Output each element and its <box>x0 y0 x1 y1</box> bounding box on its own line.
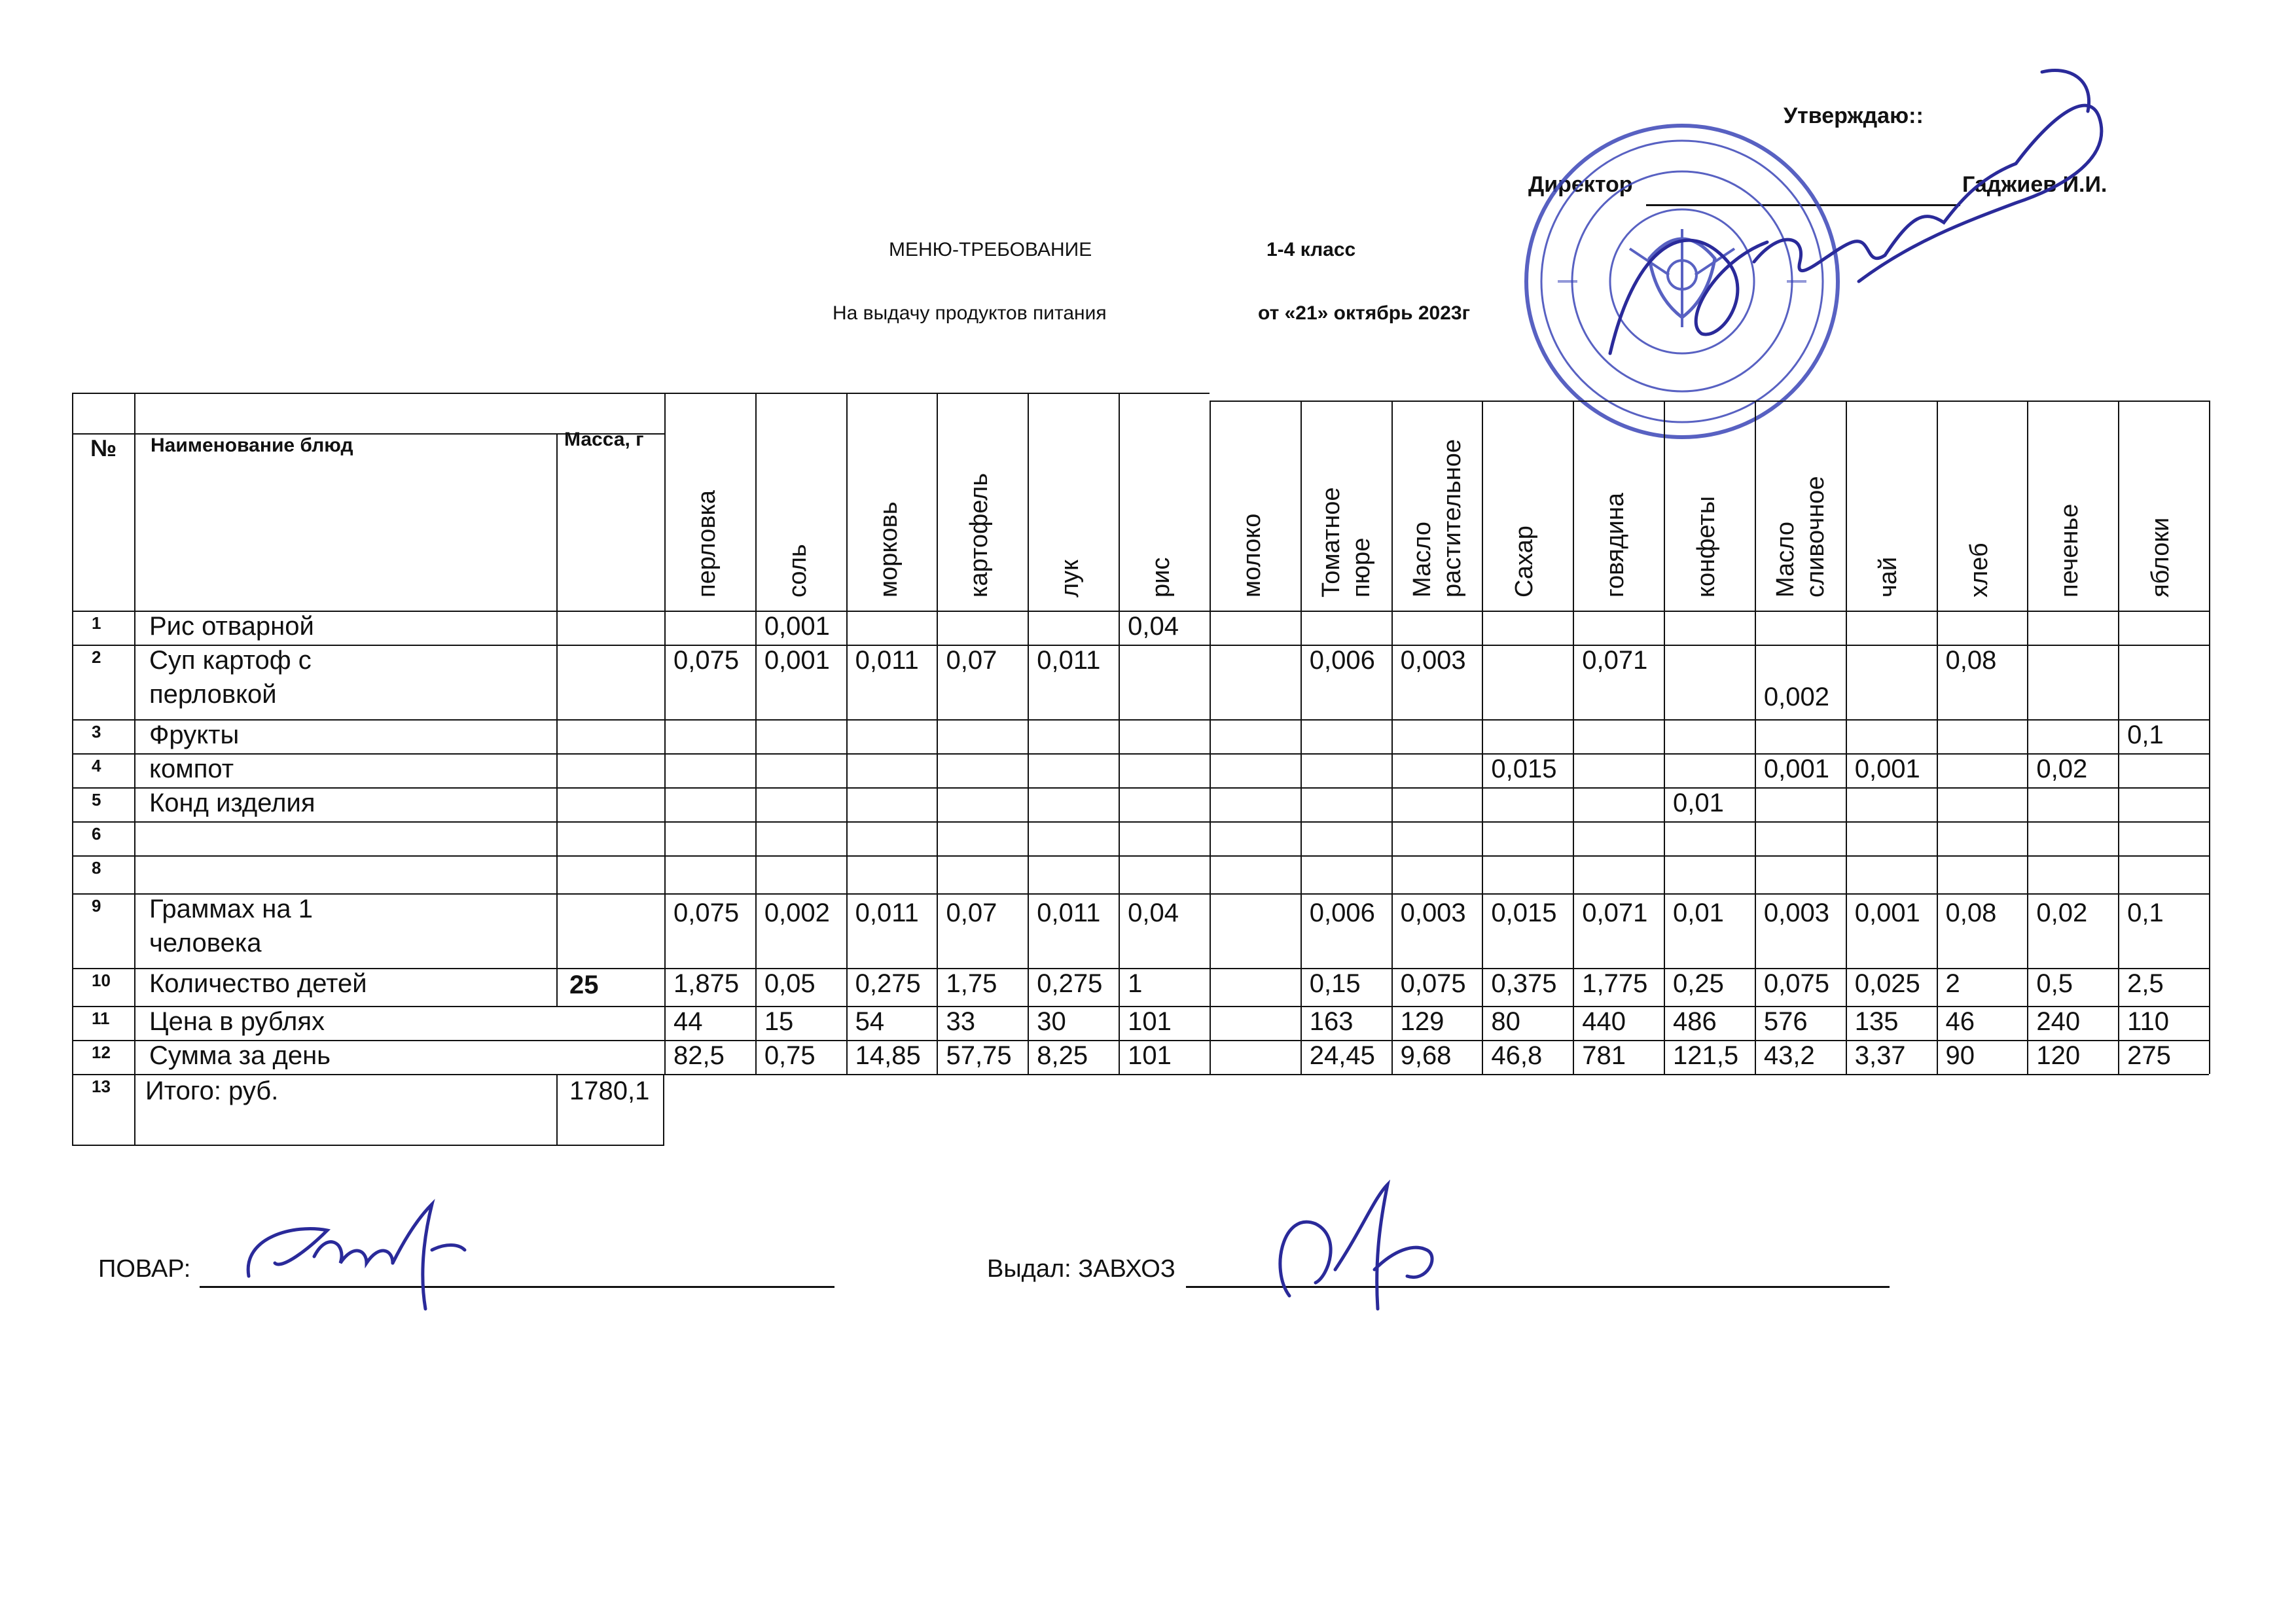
row-value-cell <box>2027 855 2118 893</box>
row-value: 0,25 <box>1673 969 1724 998</box>
header-product-label: Масло <box>1408 522 1436 597</box>
row-value-cell <box>664 611 755 645</box>
row-value-cell <box>1755 855 1846 893</box>
row-value: 0,07 <box>946 646 997 675</box>
row-value-cell <box>1300 611 1391 645</box>
row-value: 0,04 <box>1128 899 1179 927</box>
row-no-cell <box>72 719 134 753</box>
row-value: 46 <box>1945 1007 1975 1036</box>
row-no-cell <box>72 821 134 855</box>
row-number: 3 <box>92 722 101 741</box>
row-value: 0,011 <box>855 646 919 675</box>
row-value-cell <box>2027 821 2118 855</box>
row-value: 0,001 <box>764 612 830 641</box>
row-value-cell <box>1664 753 1755 787</box>
date-label: от «21» октябрь 2023г <box>1258 302 1471 324</box>
row-value-cell <box>1300 787 1391 821</box>
header-dish-cell <box>134 433 556 611</box>
header-product-label: картофель <box>965 473 994 597</box>
header-product-label: сливочное <box>1801 476 1829 597</box>
row-value-cell <box>1755 611 1846 645</box>
row-value-cell <box>1028 753 1119 787</box>
menu-table <box>72 393 2211 1178</box>
row-value-cell <box>1755 787 1846 821</box>
row-name-cell <box>134 821 556 855</box>
row-value-cell <box>2118 753 2209 787</box>
row-value: 0,01 <box>1673 899 1724 927</box>
row-value: 14,85 <box>855 1041 921 1070</box>
row-number: 5 <box>92 790 101 810</box>
header-product-label: говядина <box>1602 492 1630 597</box>
row-value-cell <box>1210 753 1300 787</box>
row-value: 44 <box>673 1007 703 1036</box>
row-value: 0,015 <box>1491 899 1557 927</box>
row-value: 0,006 <box>1309 646 1375 675</box>
header-product-label: морковь <box>874 501 903 597</box>
header-product-label: чай <box>1874 556 1902 597</box>
row-number: 11 <box>92 1008 110 1028</box>
row-value: 82,5 <box>673 1041 725 1070</box>
total-value: 1780,1 <box>569 1077 650 1105</box>
row-value: 1,875 <box>673 969 740 998</box>
row-value: 0,075 <box>1400 969 1466 998</box>
row-value: 240 <box>2036 1007 2081 1036</box>
row-value-cell <box>1300 855 1391 893</box>
row-value-cell <box>1482 645 1573 719</box>
row-value-cell <box>1391 855 1482 893</box>
row-value: 576 <box>1763 1007 1808 1036</box>
row-value: 80 <box>1491 1007 1520 1036</box>
row-dish-name: Количество детей <box>149 969 367 998</box>
header-product-label: перловка <box>693 490 721 597</box>
row-value-cell <box>1664 855 1755 893</box>
row-value: 8,25 <box>1037 1041 1088 1070</box>
row-value: 0,001 <box>764 646 830 675</box>
row-value: 2 <box>1945 969 1960 998</box>
row-value-cell <box>846 821 937 855</box>
row-value-cell <box>1482 719 1573 753</box>
row-dish-name: Суп картоф с <box>149 646 312 675</box>
row-value-cell <box>664 753 755 787</box>
row-value: 15 <box>764 1007 794 1036</box>
row-value: 0,275 <box>855 969 921 998</box>
row-value-cell <box>937 611 1028 645</box>
row-value: 1,775 <box>1582 969 1648 998</box>
row-value: 0,071 <box>1582 899 1648 927</box>
row-value-cell <box>1846 645 1937 719</box>
row-value-cell <box>1391 719 1482 753</box>
row-value-cell <box>2027 787 2118 821</box>
row-number: 6 <box>92 824 101 844</box>
row-value-cell <box>846 787 937 821</box>
row-value: 0,04 <box>1128 612 1179 641</box>
cook-label: ПОВАР: <box>98 1255 191 1283</box>
row-value-cell <box>1391 821 1482 855</box>
row-value-cell <box>1664 821 1755 855</box>
row-value: 101 <box>1128 1007 1172 1036</box>
row-dish-name: Рис отварной <box>149 612 314 641</box>
row-value-cell <box>1482 787 1573 821</box>
row-dish-name: Цена в рублях <box>149 1007 325 1036</box>
menu-title: МЕНЮ-ТРЕБОВАНИЕ <box>889 239 1092 260</box>
row-number: 8 <box>92 858 101 878</box>
row-value-cell <box>2118 645 2209 719</box>
row-value-cell <box>937 753 1028 787</box>
row-value: 0,1 <box>2127 721 2164 749</box>
row-number: 10 <box>92 971 111 990</box>
row-value-cell <box>1119 787 1210 821</box>
row-value-cell <box>1482 821 1573 855</box>
row-value: 0,08 <box>1945 646 1997 675</box>
row-value-cell <box>1937 855 2028 893</box>
row-value: 0,275 <box>1037 969 1103 998</box>
row-value: 0,071 <box>1582 646 1648 675</box>
row-value-cell <box>1028 855 1119 893</box>
row-value-cell <box>1573 787 1664 821</box>
row-value-cell <box>1664 645 1755 719</box>
row-value-cell <box>1300 719 1391 753</box>
row-value: 54 <box>855 1007 885 1036</box>
row-value-cell <box>2118 787 2209 821</box>
row-value: 57,75 <box>946 1041 1012 1070</box>
row-dish-name: компот <box>149 755 234 783</box>
row-value: 0,001 <box>1854 755 1920 783</box>
row-value-cell <box>846 855 937 893</box>
director-label: Директор <box>1528 172 1633 197</box>
row-value-cell <box>1937 611 2028 645</box>
row-value-cell <box>1573 753 1664 787</box>
row-value-cell <box>1755 821 1846 855</box>
row-value-cell <box>1482 611 1573 645</box>
row-value-cell <box>1028 611 1119 645</box>
row-value-cell <box>1391 753 1482 787</box>
row-no-cell <box>72 753 134 787</box>
row-mass-cell <box>556 893 664 968</box>
row-value-cell <box>1210 719 1300 753</box>
row-value-cell <box>1573 855 1664 893</box>
row-value-cell <box>664 855 755 893</box>
row-number: 2 <box>92 647 101 667</box>
row-value: 275 <box>2127 1041 2171 1070</box>
row-value-cell <box>1573 821 1664 855</box>
row-value-cell <box>937 787 1028 821</box>
row-value: 0,02 <box>2036 755 2088 783</box>
row-value-cell <box>1937 787 2028 821</box>
row-value-cell <box>664 787 755 821</box>
header-mass-label: Масса, г <box>564 429 644 450</box>
row-number: 4 <box>92 756 101 776</box>
header-dish-label: Наименование блюд <box>151 435 353 456</box>
row-value-cell <box>1846 787 1937 821</box>
row-mass-cell <box>556 719 664 753</box>
row-value: 0,07 <box>946 899 997 927</box>
row-value: 0,075 <box>1763 969 1829 998</box>
row-value: 135 <box>1854 1007 1899 1036</box>
header-product-label: растительное <box>1438 439 1466 597</box>
row-value-cell <box>1119 645 1210 719</box>
row-dish-name: Конд изделия <box>149 789 315 817</box>
row-mass-cell <box>556 787 664 821</box>
row-value-cell <box>1300 753 1391 787</box>
issued-label: Выдал: ЗАВХОЗ <box>987 1255 1175 1283</box>
row-value-cell <box>1937 821 2028 855</box>
header-product-label: пюре <box>1347 537 1375 597</box>
row-value: 110 <box>2127 1007 2169 1036</box>
row-value: 1,75 <box>946 969 997 998</box>
row-value-cell <box>755 719 846 753</box>
row-value-cell <box>755 753 846 787</box>
header-no-label: № <box>90 435 117 461</box>
header-blank-no <box>72 393 134 433</box>
row-no-cell <box>72 893 134 968</box>
director-name: Гаджиев И.И. <box>1962 172 2108 197</box>
row-value: 0,01 <box>1673 789 1724 817</box>
row-dish-name: Граммах на 1 <box>149 895 313 923</box>
header-product-label: Сахар <box>1511 526 1539 597</box>
row-value-cell <box>2027 719 2118 753</box>
row-value: 24,45 <box>1309 1041 1375 1070</box>
row-value-cell <box>846 611 937 645</box>
row-value: 0,015 <box>1491 755 1557 783</box>
row-value-cell <box>1210 968 1300 1006</box>
row-mass-cell <box>556 645 664 719</box>
row-value: 46,8 <box>1491 1041 1543 1070</box>
row-value-cell <box>1846 855 1937 893</box>
row-value-cell <box>846 719 937 753</box>
row-value-cell <box>755 855 846 893</box>
row-value: 30 <box>1037 1007 1066 1036</box>
row-dish-name: человека <box>149 929 262 957</box>
row-value-cell <box>1846 611 1937 645</box>
row-value-cell <box>1210 787 1300 821</box>
row-value-cell <box>1210 645 1300 719</box>
header-product-label: молоко <box>1238 513 1266 597</box>
row-value-cell <box>1119 855 1210 893</box>
row-no-cell <box>72 645 134 719</box>
row-value: 43,2 <box>1763 1041 1815 1070</box>
table-bottom-border <box>72 1145 664 1146</box>
row-value: 0,001 <box>1854 899 1920 927</box>
row-value: 9,68 <box>1400 1041 1452 1070</box>
table-right-border <box>2209 401 2210 1074</box>
row-no-cell <box>72 611 134 645</box>
header-product-label: рис <box>1147 557 1175 597</box>
row-value-cell <box>846 753 937 787</box>
row-value-cell <box>2118 611 2209 645</box>
row-mass-cell <box>556 855 664 893</box>
row-value-cell <box>1210 611 1300 645</box>
row-mass-cell <box>556 753 664 787</box>
row-mass-cell <box>556 611 664 645</box>
header-product-label: соль <box>783 544 812 597</box>
total-number: 13 <box>92 1077 111 1096</box>
row-value: 0,011 <box>855 899 919 927</box>
row-value-cell <box>1391 611 1482 645</box>
row-dish-name: Сумма за день <box>149 1041 331 1070</box>
row-value-cell <box>1210 893 1300 968</box>
row-value-cell <box>1664 611 1755 645</box>
storekeeper-signature-line <box>1186 1286 1890 1288</box>
header-product-label: хлеб <box>1965 543 1993 597</box>
row-value: 90 <box>1945 1041 1975 1070</box>
row-value: 120 <box>2036 1041 2081 1070</box>
row-no-cell <box>72 855 134 893</box>
row-value: 0,002 <box>764 899 830 927</box>
row-dish-name: Фрукты <box>149 721 240 749</box>
row-value: 121,5 <box>1673 1041 1739 1070</box>
storekeeper-signature-icon <box>1263 1171 1460 1322</box>
header-product-label: яблоки <box>2147 517 2175 597</box>
row-value: 0,003 <box>1763 899 1829 927</box>
subtitle: На выдачу продуктов питания <box>833 302 1107 324</box>
cook-signature-line <box>200 1286 834 1288</box>
row-value: 0,1 <box>2127 899 2164 927</box>
row-value-cell <box>1573 719 1664 753</box>
row-value-cell <box>2118 855 2209 893</box>
row-no-cell <box>72 787 134 821</box>
row-value: 0,02 <box>2036 899 2088 927</box>
row-value-cell <box>1028 719 1119 753</box>
row-value-cell <box>1664 719 1755 753</box>
row-value: 0,05 <box>764 969 816 998</box>
row-value: 0,5 <box>2036 969 2073 998</box>
row-value-cell <box>1482 855 1573 893</box>
row-value: 101 <box>1128 1041 1172 1070</box>
header-product-label: Масло <box>1771 522 1799 597</box>
row-value: 0,006 <box>1309 899 1375 927</box>
row-value-cell <box>937 719 1028 753</box>
row-value: 0,003 <box>1400 646 1466 675</box>
row-value-cell <box>1028 821 1119 855</box>
header-product-label: конфеты <box>1693 495 1721 597</box>
row-value-cell <box>937 855 1028 893</box>
row-value-cell <box>1846 719 1937 753</box>
total-label: Итого: руб. <box>145 1077 279 1105</box>
row-value-cell <box>1755 719 1846 753</box>
approve-label: Утверждаю:: <box>1784 103 1924 128</box>
row-value-cell <box>1210 821 1300 855</box>
header-product-label: печенье <box>2056 503 2084 597</box>
row-number: 12 <box>92 1043 111 1062</box>
row-value: 1 <box>1128 969 1143 998</box>
row-value-cell <box>1391 787 1482 821</box>
header-product-cell <box>1755 401 1846 611</box>
row-value: 440 <box>1582 1007 1626 1036</box>
row-value: 0,15 <box>1309 969 1361 998</box>
row-value-cell <box>664 821 755 855</box>
row-value: 33 <box>946 1007 975 1036</box>
grade-label: 1-4 класс <box>1266 239 1356 260</box>
row-value: 3,37 <box>1854 1041 1906 1070</box>
header-product-cell <box>1300 401 1391 611</box>
row-value-cell <box>1119 821 1210 855</box>
row-value: 781 <box>1582 1041 1626 1070</box>
row-value: 0,002 <box>1763 683 1829 711</box>
row-value-cell <box>1210 1040 1300 1074</box>
row-value: 0,025 <box>1854 969 1920 998</box>
row-name-cell <box>134 855 556 893</box>
row-value: 0,011 <box>1037 899 1101 927</box>
row-value-cell <box>1300 821 1391 855</box>
row-value: 0,075 <box>673 899 740 927</box>
row-value-cell <box>1937 753 2028 787</box>
header-product-label: лук <box>1056 560 1085 597</box>
row-mass-value: 25 <box>569 971 599 999</box>
row-value: 0,003 <box>1400 899 1466 927</box>
row-value-cell <box>1210 1006 1300 1040</box>
row-value-cell <box>755 787 846 821</box>
row-value: 0,075 <box>673 646 740 675</box>
row-value-cell <box>755 821 846 855</box>
row-value-cell <box>2027 645 2118 719</box>
row-value-cell <box>2027 611 2118 645</box>
row-value: 0,75 <box>764 1041 816 1070</box>
header-product-label: Томатное <box>1317 487 1345 597</box>
row-value: 486 <box>1673 1007 1717 1036</box>
row-number: 9 <box>92 896 101 916</box>
row-value-cell <box>1119 719 1210 753</box>
row-value-cell <box>2118 821 2209 855</box>
header-mass-cell <box>556 433 664 611</box>
row-number: 1 <box>92 613 101 633</box>
row-value-cell <box>664 719 755 753</box>
row-dish-name: перловкой <box>149 680 277 709</box>
row-value: 2,5 <box>2127 969 2164 998</box>
row-value-cell <box>1119 753 1210 787</box>
row-value: 129 <box>1400 1007 1444 1036</box>
row-value-cell <box>1846 821 1937 855</box>
row-mass-cell <box>556 821 664 855</box>
row-value: 163 <box>1309 1007 1354 1036</box>
row-value: 0,001 <box>1763 755 1829 783</box>
row-value: 0,011 <box>1037 646 1101 675</box>
table-body-bottom-border <box>664 1074 2209 1075</box>
row-value-cell <box>1573 611 1664 645</box>
row-value: 0,08 <box>1945 899 1997 927</box>
row-value: 0,375 <box>1491 969 1557 998</box>
row-value-cell <box>1028 787 1119 821</box>
row-value-cell <box>1210 855 1300 893</box>
row-value-cell <box>937 821 1028 855</box>
cook-signature-icon <box>236 1178 471 1322</box>
row-value-cell <box>1937 719 2028 753</box>
